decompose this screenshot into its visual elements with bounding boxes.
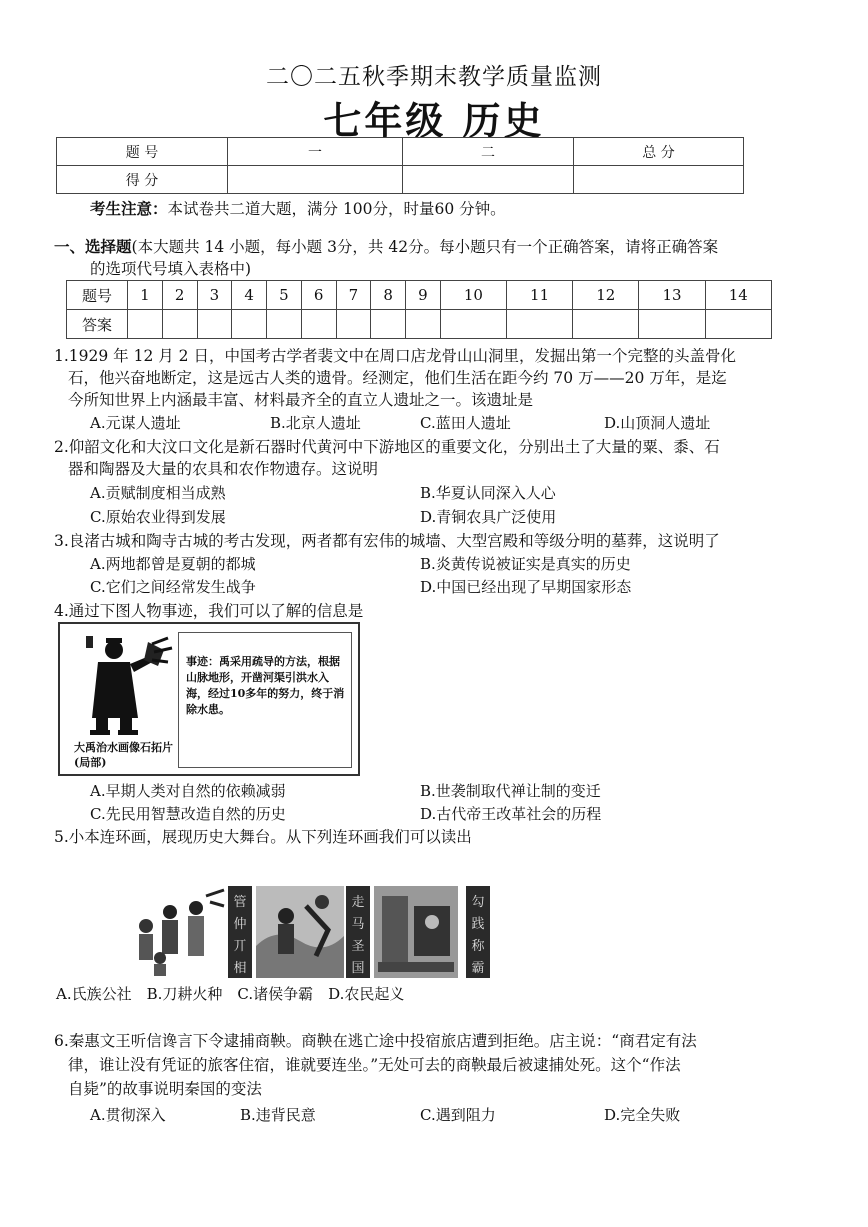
q1-stem-line1: 1.1929 年 12 月 2 日，中国考古学者裴文中在周口店龙骨山山洞里，发掘出第一个完整的头盖骨化 xyxy=(54,347,736,365)
q6-option-d[interactable]: D.完全失败 xyxy=(604,1106,681,1124)
yu-flood-control-figure xyxy=(58,622,360,776)
section1-heading-line xyxy=(54,236,718,258)
comic-scene-2-image xyxy=(256,886,344,978)
q2-stem-line2: 器和陶器及大量的农具和农作物遗存。这说明 xyxy=(68,460,379,478)
q6-option-a[interactable]: A.贯彻深入 xyxy=(90,1106,166,1124)
q1-option-d[interactable]: D.山顶洞人遗址 xyxy=(604,414,711,432)
question-number: 9 xyxy=(406,281,441,310)
exam-title: 二〇二五秋季期末教学质量监测 xyxy=(266,64,602,90)
q3-option-b[interactable]: B.炎黄传说被证实是真实的历史 xyxy=(420,555,631,573)
question-number: 3 xyxy=(197,281,232,310)
score-header-cell: 二 xyxy=(403,138,574,166)
q4-option-d[interactable]: D.古代帝王改革社会的历程 xyxy=(420,805,602,823)
answer-cell[interactable] xyxy=(406,310,441,339)
q1-option-a[interactable]: A.元谋人遗址 xyxy=(90,414,181,432)
answer-row-label: 题号 xyxy=(67,281,128,310)
question-number: 13 xyxy=(639,281,705,310)
candidate-notice xyxy=(90,198,506,220)
question-number: 10 xyxy=(440,281,506,310)
q2-option-b[interactable]: B.华夏认同深入人心 xyxy=(420,484,556,502)
answer-cell[interactable] xyxy=(232,310,267,339)
score-cell[interactable] xyxy=(228,166,403,194)
q6-stem-line1: 6.秦惠文王听信谗言下令逮捕商鞅。商鞅在逃亡途中投宿旅店遭到拒绝。店主说：“商君定有法 xyxy=(54,1032,697,1050)
comic-scene-1-image xyxy=(126,886,226,978)
question-number: 14 xyxy=(705,281,771,310)
q3-stem-line1: 3.良渚古城和陶寺古城的考古发现，两者都有宏伟的城墙、大型宫殿和等级分明的墓葬，这说明了 xyxy=(54,532,720,550)
figure-description: 事迹：禹采用疏导的方法，根据山脉地形，开凿河渠引洪水入海，经过10多年的努力，终于消除水患。 xyxy=(186,655,345,716)
score-header-cell: 一 xyxy=(228,138,403,166)
q2-option-a[interactable]: A.贡赋制度相当成熟 xyxy=(90,484,226,502)
answer-cell[interactable] xyxy=(128,310,163,339)
answer-cell[interactable] xyxy=(506,310,572,339)
section-instructions: (本大题共 14 小题，每小题 3分，共 42分。每小题只有一个正确答案，请将正确答案 xyxy=(131,238,719,256)
q6-stem-line2: 律，谁让没有凭证的旅客住宿，谁就要连坐。”无处可去的商鞅最后被逮捕处死。这个“作法 xyxy=(68,1056,681,1074)
score-row-label: 得 分 xyxy=(57,166,228,194)
q4-stem-line1: 4.通过下图人物事迹，我们可以了解的信息是 xyxy=(54,602,364,620)
q5-options[interactable]: A.氏族公社 B.刀耕火种 C.诸侯争霸 D.农民起义 xyxy=(56,985,405,1003)
q1-stem-line3: 今所知世界上内涵最丰富、材料最齐全的直立人遗址之一。该遗址是 xyxy=(68,391,534,409)
q4-option-b[interactable]: B.世袭制取代禅让制的变迁 xyxy=(420,782,601,800)
answer-cell[interactable] xyxy=(371,310,406,339)
answer-cell[interactable] xyxy=(301,310,336,339)
answer-cell[interactable] xyxy=(197,310,232,339)
exam-subtitle: 七年级 历史 xyxy=(323,98,545,143)
question-number: 2 xyxy=(162,281,197,310)
answer-cell[interactable] xyxy=(267,310,302,339)
score-header-cell: 总 分 xyxy=(574,138,744,166)
q1-stem-line2: 石，他兴奋地断定，这是远古人类的遗骨。经测定，他们生活在距今约 70 万——20 万年，是迄 xyxy=(68,369,727,387)
notice-label: 考生注意： xyxy=(90,199,168,218)
question-number: 8 xyxy=(371,281,406,310)
q6-stem-line3: 自毙”的故事说明秦国的变法 xyxy=(68,1080,262,1098)
score-cell[interactable] xyxy=(574,166,744,194)
notice-text: 本试卷共二道大题，满分 100分，时量60 分钟。 xyxy=(167,200,506,218)
q4-option-c[interactable]: C.先民用智慧改造自然的历史 xyxy=(90,805,286,823)
answer-cell[interactable] xyxy=(705,310,771,339)
question-number: 5 xyxy=(267,281,302,310)
q3-option-d[interactable]: D.中国已经出现了早期国家形态 xyxy=(420,578,632,596)
answer-cell[interactable] xyxy=(440,310,506,339)
q3-option-a[interactable]: A.两地都曾是夏朝的都城 xyxy=(90,555,256,573)
q2-option-c[interactable]: C.原始农业得到发展 xyxy=(90,508,226,526)
figure-caption: 大禹治水画像石拓片(局部) xyxy=(74,741,173,769)
question-number: 7 xyxy=(336,281,371,310)
question-number: 11 xyxy=(506,281,572,310)
answer-row-label: 答案 xyxy=(67,310,128,339)
q1-option-c[interactable]: C.蓝田人遗址 xyxy=(420,414,511,432)
comic-panel-1-label: 管仲丌相 xyxy=(228,886,252,978)
q5-stem-line1: 5.小本连环画，展现历史大舞台。从下列连环画我们可以读出 xyxy=(54,828,472,846)
answer-cell[interactable] xyxy=(162,310,197,339)
q2-option-d[interactable]: D.青铜农具广泛使用 xyxy=(420,508,557,526)
answer-table xyxy=(66,280,772,339)
question-number: 4 xyxy=(232,281,267,310)
comic-scene-3-image xyxy=(374,886,458,978)
section-heading: 一、选择题 xyxy=(54,237,132,256)
q6-option-c[interactable]: C.遇到阻力 xyxy=(420,1106,496,1124)
score-table xyxy=(56,137,744,194)
q4-option-a[interactable]: A.早期人类对自然的依赖减弱 xyxy=(90,782,286,800)
question-number: 12 xyxy=(573,281,639,310)
yu-figure-illustration xyxy=(68,630,178,742)
answer-cell[interactable] xyxy=(639,310,705,339)
q2-stem-line1: 2.仰韶文化和大汶口文化是新石器时代黄河中下游地区的重要文化，分别出土了大量的粟、黍、石 xyxy=(54,438,720,456)
q1-option-b[interactable]: B.北京人遗址 xyxy=(270,414,361,432)
score-header-cell: 题 号 xyxy=(57,138,228,166)
q3-option-c[interactable]: C.它们之间经常发生战争 xyxy=(90,578,256,596)
answer-cell[interactable] xyxy=(336,310,371,339)
answer-cell[interactable] xyxy=(573,310,639,339)
comic-panel-2-label: 走马圣国 xyxy=(346,886,370,978)
section-instructions-cont: 的选项代号填入表格中) xyxy=(90,260,252,278)
question-number: 1 xyxy=(128,281,163,310)
comic-panel-3-label: 勾践称霸 xyxy=(466,886,490,978)
score-cell[interactable] xyxy=(403,166,574,194)
comic-strip xyxy=(126,886,504,978)
question-number: 6 xyxy=(301,281,336,310)
q6-option-b[interactable]: B.违背民意 xyxy=(240,1106,316,1124)
